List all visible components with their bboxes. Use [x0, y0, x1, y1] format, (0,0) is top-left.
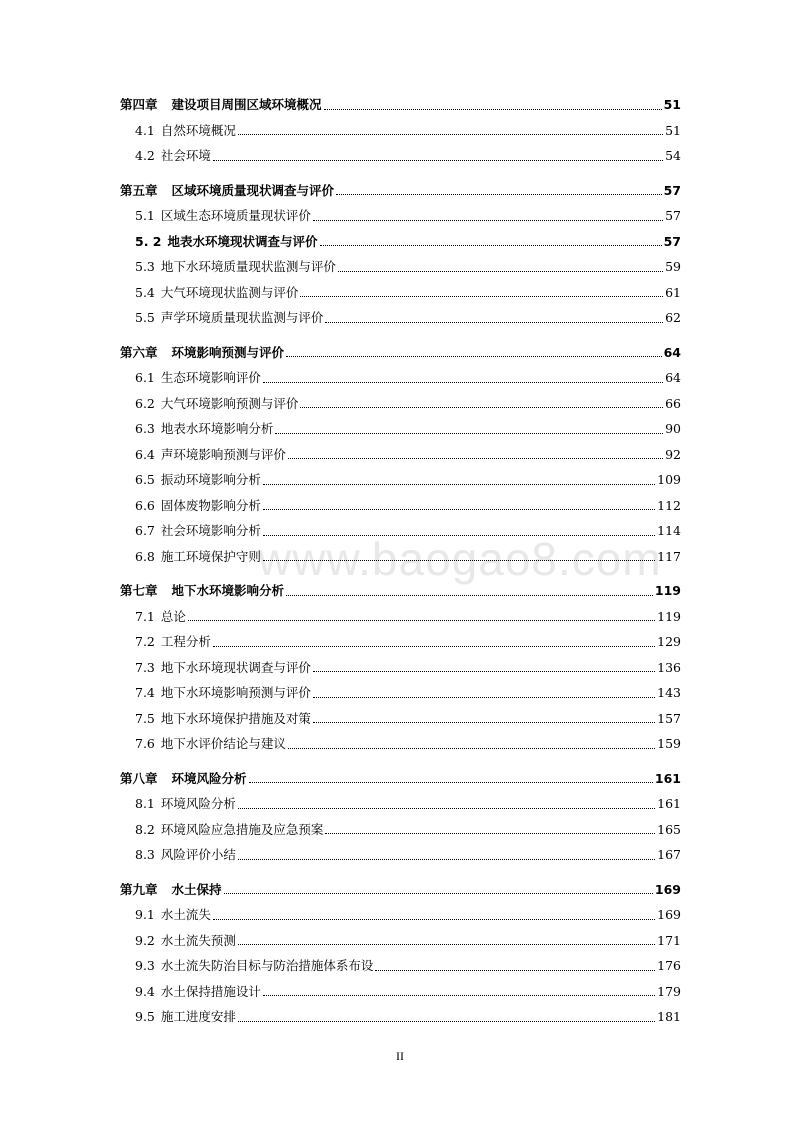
- toc-entry-number: 8.3: [135, 847, 155, 862]
- toc-entry-page: 167: [657, 847, 681, 862]
- toc-entry-page: 161: [657, 796, 681, 811]
- dot-leader: [263, 381, 663, 383]
- toc-chapter-entry[interactable]: [120, 178, 681, 204]
- toc-chapter-entry[interactable]: [120, 877, 681, 903]
- toc-entry-page: 119: [657, 608, 681, 624]
- toc-entry-number: 4.1: [135, 122, 155, 138]
- toc-section-entry[interactable]: [120, 979, 681, 1005]
- toc-entry-title: 水土保持措施设计: [160, 983, 261, 999]
- dot-leader: [224, 892, 653, 894]
- dot-leader: [313, 219, 663, 221]
- toc-entry-number: 9.4: [135, 983, 155, 999]
- toc-entry-page: 59: [665, 259, 681, 274]
- toc-section-entry[interactable]: [120, 655, 681, 681]
- toc-entry-page: 119: [654, 583, 681, 598]
- toc-entry-number: 6.7: [135, 523, 155, 538]
- toc-entry-number: 第四章: [120, 97, 158, 112]
- toc-entry-page: 159: [657, 736, 681, 751]
- toc-entry-page: 176: [657, 958, 681, 973]
- toc-entry-number: 9.3: [135, 958, 155, 973]
- toc-chapter-entry[interactable]: [120, 766, 681, 792]
- dot-leader: [249, 781, 653, 783]
- toc-entry-page: 112: [657, 497, 681, 513]
- toc-entry-title: 固体废物影响分析: [160, 497, 261, 513]
- dot-leader: [213, 918, 655, 920]
- toc-entry-number: 7.6: [135, 736, 155, 751]
- toc-entry-page: 54: [665, 148, 681, 163]
- toc-section-entry[interactable]: [120, 416, 681, 442]
- toc-entry-title: 工程分析: [160, 634, 211, 649]
- dot-leader: [238, 133, 663, 135]
- toc-section-entry[interactable]: [120, 731, 681, 757]
- toc-entry-title: 水土流失: [160, 907, 211, 922]
- toc-entry-title: 环境影响预测与评价: [171, 344, 285, 360]
- toc-entry-title: 总论: [160, 608, 186, 624]
- dot-leader: [238, 807, 655, 809]
- toc-entry-number: 6.3: [135, 421, 155, 436]
- toc-entry-page: 90: [665, 421, 681, 436]
- toc-chapter-entry[interactable]: [120, 92, 681, 118]
- toc-section-entry[interactable]: [120, 953, 681, 979]
- toc-entry-title: 风险评价小结: [160, 847, 236, 862]
- toc-entry-number: 9.5: [135, 1009, 155, 1024]
- toc-entry-number: 7.4: [135, 685, 155, 700]
- toc-entry-number: 6.4: [135, 446, 155, 462]
- toc-entry-number: 第五章: [120, 182, 158, 198]
- toc-entry-page: 157: [657, 710, 681, 726]
- dot-leader: [275, 432, 663, 434]
- toc-entry-title: 地表水环境现状调查与评价: [167, 233, 318, 249]
- toc-entry-title: 振动环境影响分析: [160, 472, 261, 487]
- toc-entry-page: 181: [657, 1009, 681, 1024]
- toc-entry-title: 建设项目周围区域环境概况: [171, 97, 322, 112]
- dot-leader: [238, 858, 655, 860]
- toc-entry-title: 自然环境概况: [160, 122, 236, 138]
- toc-entry-title: 地表水环境影响分析: [160, 421, 274, 436]
- toc-entry-number: 5. 2: [135, 233, 162, 249]
- toc-entry-number: 第六章: [120, 344, 158, 360]
- toc-entry-title: 地下水评价结论与建议: [160, 736, 286, 751]
- dot-leader: [263, 559, 655, 561]
- toc-section-entry[interactable]: [120, 680, 681, 706]
- toc-entry-page: 57: [663, 233, 681, 249]
- toc-entry-page: 161: [654, 770, 681, 786]
- dot-leader: [238, 943, 655, 945]
- page-number: II: [396, 1049, 404, 1063]
- toc-entry-number: 8.1: [135, 796, 155, 811]
- toc-entry-page: 57: [663, 182, 681, 198]
- toc-entry-page: 169: [657, 907, 681, 922]
- dot-leader: [213, 159, 663, 161]
- toc-entry-number: 5.4: [135, 284, 155, 300]
- toc-entry-title: 大气环境现状监测与评价: [160, 284, 299, 300]
- dot-leader: [325, 832, 655, 834]
- toc-section-entry[interactable]: [120, 902, 681, 928]
- toc-section-entry[interactable]: [120, 203, 681, 229]
- dot-leader: [263, 534, 655, 536]
- toc-entry-page: 51: [663, 97, 681, 112]
- toc-entry-page: 117: [657, 548, 681, 564]
- dot-leader: [263, 483, 655, 485]
- toc-entry-title: 地下水环境影响分析: [171, 583, 285, 598]
- toc-entry-page: 169: [654, 881, 681, 897]
- toc-entry-number: 第九章: [120, 881, 158, 897]
- toc-section-entry[interactable]: [120, 1004, 681, 1030]
- toc-entry-title: 施工环境保护守则: [160, 548, 261, 564]
- dot-leader: [188, 619, 655, 621]
- toc-entry-page: 165: [657, 821, 681, 837]
- dot-leader: [286, 355, 662, 357]
- toc-entry-page: 143: [657, 685, 681, 700]
- toc-entry-number: 6.8: [135, 548, 155, 564]
- toc-entry-title: 区域环境质量现状调查与评价: [171, 182, 335, 198]
- toc-entry-page: 92: [665, 446, 681, 462]
- toc-entry-number: 5.5: [135, 310, 155, 325]
- toc-entry-title: 施工进度安排: [160, 1009, 236, 1024]
- toc-section-entry[interactable]: [120, 493, 681, 519]
- dot-leader: [375, 969, 655, 971]
- toc-entry-number: 6.5: [135, 472, 155, 487]
- toc-entry-page: 129: [657, 634, 681, 649]
- toc-entry-page: 114: [657, 523, 681, 538]
- dot-leader: [313, 721, 655, 723]
- toc-entry-title: 环境风险分析: [171, 770, 247, 786]
- dot-leader: [213, 645, 655, 647]
- toc-chapter-entry[interactable]: [120, 340, 681, 366]
- dot-leader: [238, 1020, 655, 1022]
- toc-section-entry[interactable]: [120, 928, 681, 954]
- toc-entry-number: 7.5: [135, 710, 155, 726]
- toc-section-entry[interactable]: [120, 254, 681, 280]
- toc-entry-page: 57: [665, 208, 681, 223]
- table-of-contents: [120, 92, 681, 1030]
- toc-section-entry[interactable]: [120, 229, 681, 255]
- toc-entry-number: 8.2: [135, 821, 155, 837]
- toc-entry-title: 地下水环境保护措施及对策: [160, 710, 311, 726]
- toc-entry-title: 声学环境质量现状监测与评价: [160, 310, 324, 325]
- toc-entry-number: 5.1: [135, 208, 155, 223]
- dot-leader: [338, 270, 663, 272]
- toc-entry-page: 62: [665, 310, 681, 325]
- toc-entry-number: 9.1: [135, 907, 155, 922]
- toc-entry-title: 水土保持: [171, 881, 222, 897]
- toc-section-entry[interactable]: [120, 118, 681, 144]
- toc-section-entry[interactable]: [120, 817, 681, 843]
- toc-entry-page: 61: [665, 284, 681, 300]
- toc-entry-title: 环境风险应急措施及应急预案: [160, 821, 324, 837]
- toc-entry-title: 环境风险分析: [160, 796, 236, 811]
- toc-entry-title: 水土流失防治目标与防治措施体系布设: [160, 958, 374, 973]
- toc-entry-number: 6.6: [135, 497, 155, 513]
- toc-entry-number: 7.1: [135, 608, 155, 624]
- toc-entry-title: 社会环境影响分析: [160, 523, 261, 538]
- dot-leader: [313, 670, 655, 672]
- dot-leader: [288, 457, 663, 459]
- dot-leader: [263, 994, 655, 996]
- toc-entry-number: 5.3: [135, 259, 155, 274]
- toc-entry-page: 109: [657, 472, 681, 487]
- dot-leader: [286, 594, 653, 596]
- toc-entry-title: 生态环境影响评价: [160, 370, 261, 385]
- dot-leader: [263, 508, 655, 510]
- dot-leader: [320, 244, 662, 246]
- toc-section-entry[interactable]: [120, 280, 681, 306]
- toc-entry-number: 6.1: [135, 370, 155, 385]
- toc-section-entry[interactable]: [120, 467, 681, 493]
- toc-entry-page: 64: [663, 344, 681, 360]
- toc-section-entry[interactable]: [120, 518, 681, 544]
- dot-leader: [300, 295, 663, 297]
- toc-entry-page: 179: [657, 983, 681, 999]
- toc-entry-number: 7.2: [135, 634, 155, 649]
- toc-section-entry[interactable]: [120, 365, 681, 391]
- dot-leader: [300, 406, 663, 408]
- toc-entry-number: 7.3: [135, 659, 155, 675]
- toc-entry-title: 地下水环境质量现状监测与评价: [160, 259, 336, 274]
- toc-entry-title: 大气环境影响预测与评价: [160, 395, 299, 411]
- toc-entry-page: 66: [665, 395, 681, 411]
- watermark: www.baogao8.com: [258, 533, 662, 585]
- toc-entry-number: 第八章: [120, 770, 158, 786]
- toc-entry-title: 地下水环境影响预测与评价: [160, 685, 311, 700]
- toc-entry-number: 9.2: [135, 932, 155, 948]
- toc-entry-title: 区域生态环境质量现状评价: [160, 208, 311, 223]
- dot-leader: [313, 696, 655, 698]
- toc-entry-title: 地下水环境现状调查与评价: [160, 659, 311, 675]
- toc-entry-title: 社会环境: [160, 148, 211, 163]
- dot-leader: [336, 193, 662, 195]
- dot-leader: [325, 321, 663, 323]
- toc-entry-number: 4.2: [135, 148, 155, 163]
- toc-section-entry[interactable]: [120, 442, 681, 468]
- toc-section-entry[interactable]: [120, 544, 681, 570]
- toc-section-entry[interactable]: [120, 391, 681, 417]
- toc-entry-number: 6.2: [135, 395, 155, 411]
- toc-entry-page: 64: [665, 370, 681, 385]
- toc-section-entry[interactable]: [120, 604, 681, 630]
- toc-entry-page: 51: [665, 122, 681, 138]
- dot-leader: [288, 747, 655, 749]
- dot-leader: [324, 108, 662, 110]
- toc-section-entry[interactable]: [120, 629, 681, 655]
- toc-entry-page: 171: [657, 932, 681, 948]
- toc-entry-page: 136: [657, 659, 681, 675]
- toc-section-entry[interactable]: [120, 143, 681, 169]
- toc-entry-title: 水土流失预测: [160, 932, 236, 948]
- toc-section-entry[interactable]: [120, 791, 681, 817]
- toc-chapter-entry[interactable]: [120, 578, 681, 604]
- toc-section-entry[interactable]: [120, 842, 681, 868]
- toc-section-entry[interactable]: [120, 305, 681, 331]
- toc-entry-title: 声环境影响预测与评价: [160, 446, 286, 462]
- toc-entry-number: 第七章: [120, 583, 158, 598]
- toc-section-entry[interactable]: [120, 706, 681, 732]
